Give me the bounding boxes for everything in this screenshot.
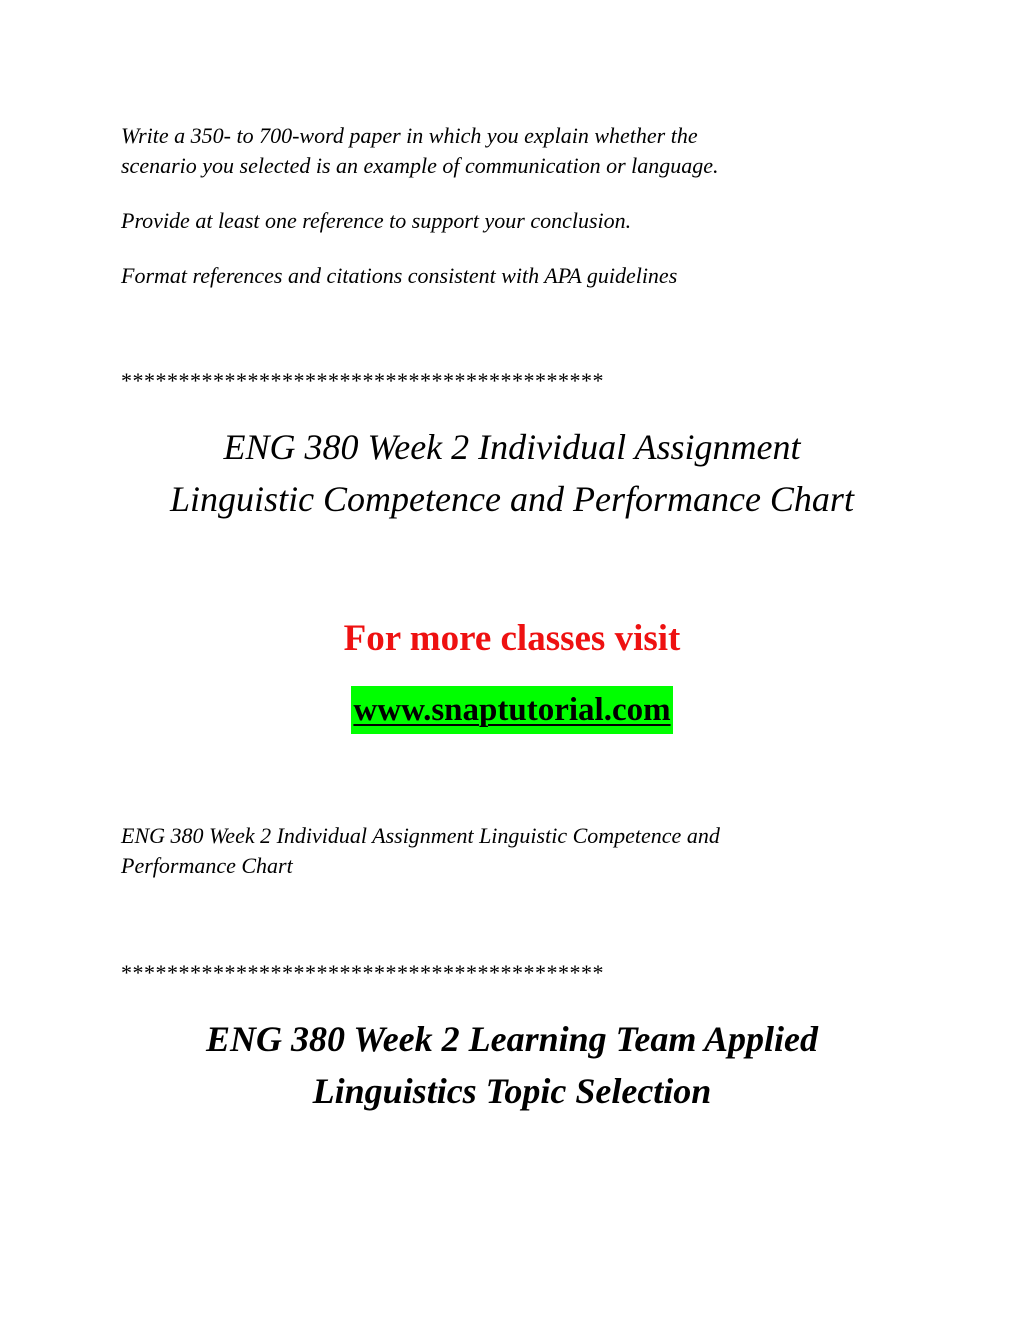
section-2-title-line-2: Linguistics Topic Selection (312, 1071, 712, 1111)
separator-stars: ****************************************** (121, 368, 604, 393)
intro-paragraph-1-line-2: scenario you selected is an example of communication or language. (121, 153, 719, 178)
section-1-title (0, 421, 1024, 525)
separator-stars: ****************************************** (121, 960, 604, 985)
section-2-title (0, 1013, 1024, 1117)
intro-paragraph-1 (121, 121, 921, 181)
section-2-title-line-1: ENG 380 Week 2 Learning Team Applied (206, 1019, 818, 1059)
snaptutorial-link[interactable]: www.snaptutorial.com (351, 686, 672, 734)
section-1-title-line-2: Linguistic Competence and Performance Chart (170, 479, 854, 519)
intro-paragraph-1-line-1: Write a 350- to 700-word paper in which you explain whether the (121, 123, 698, 148)
section-1-title-line-1: ENG 380 Week 2 Individual Assignment (223, 427, 801, 467)
intro-paragraph-2: Provide at least one reference to support your conclusion. (121, 208, 632, 233)
section-1-body (121, 821, 921, 881)
promo-link-wrap (0, 686, 1024, 734)
promo-text: For more classes visit (343, 618, 681, 659)
section-1-body-line-2: Performance Chart (121, 853, 293, 878)
section-1-body-line-1: ENG 380 Week 2 Individual Assignment Linguistic Competence and (121, 823, 720, 848)
intro-paragraph-3: Format references and citations consistent with APA guidelines (121, 263, 678, 288)
